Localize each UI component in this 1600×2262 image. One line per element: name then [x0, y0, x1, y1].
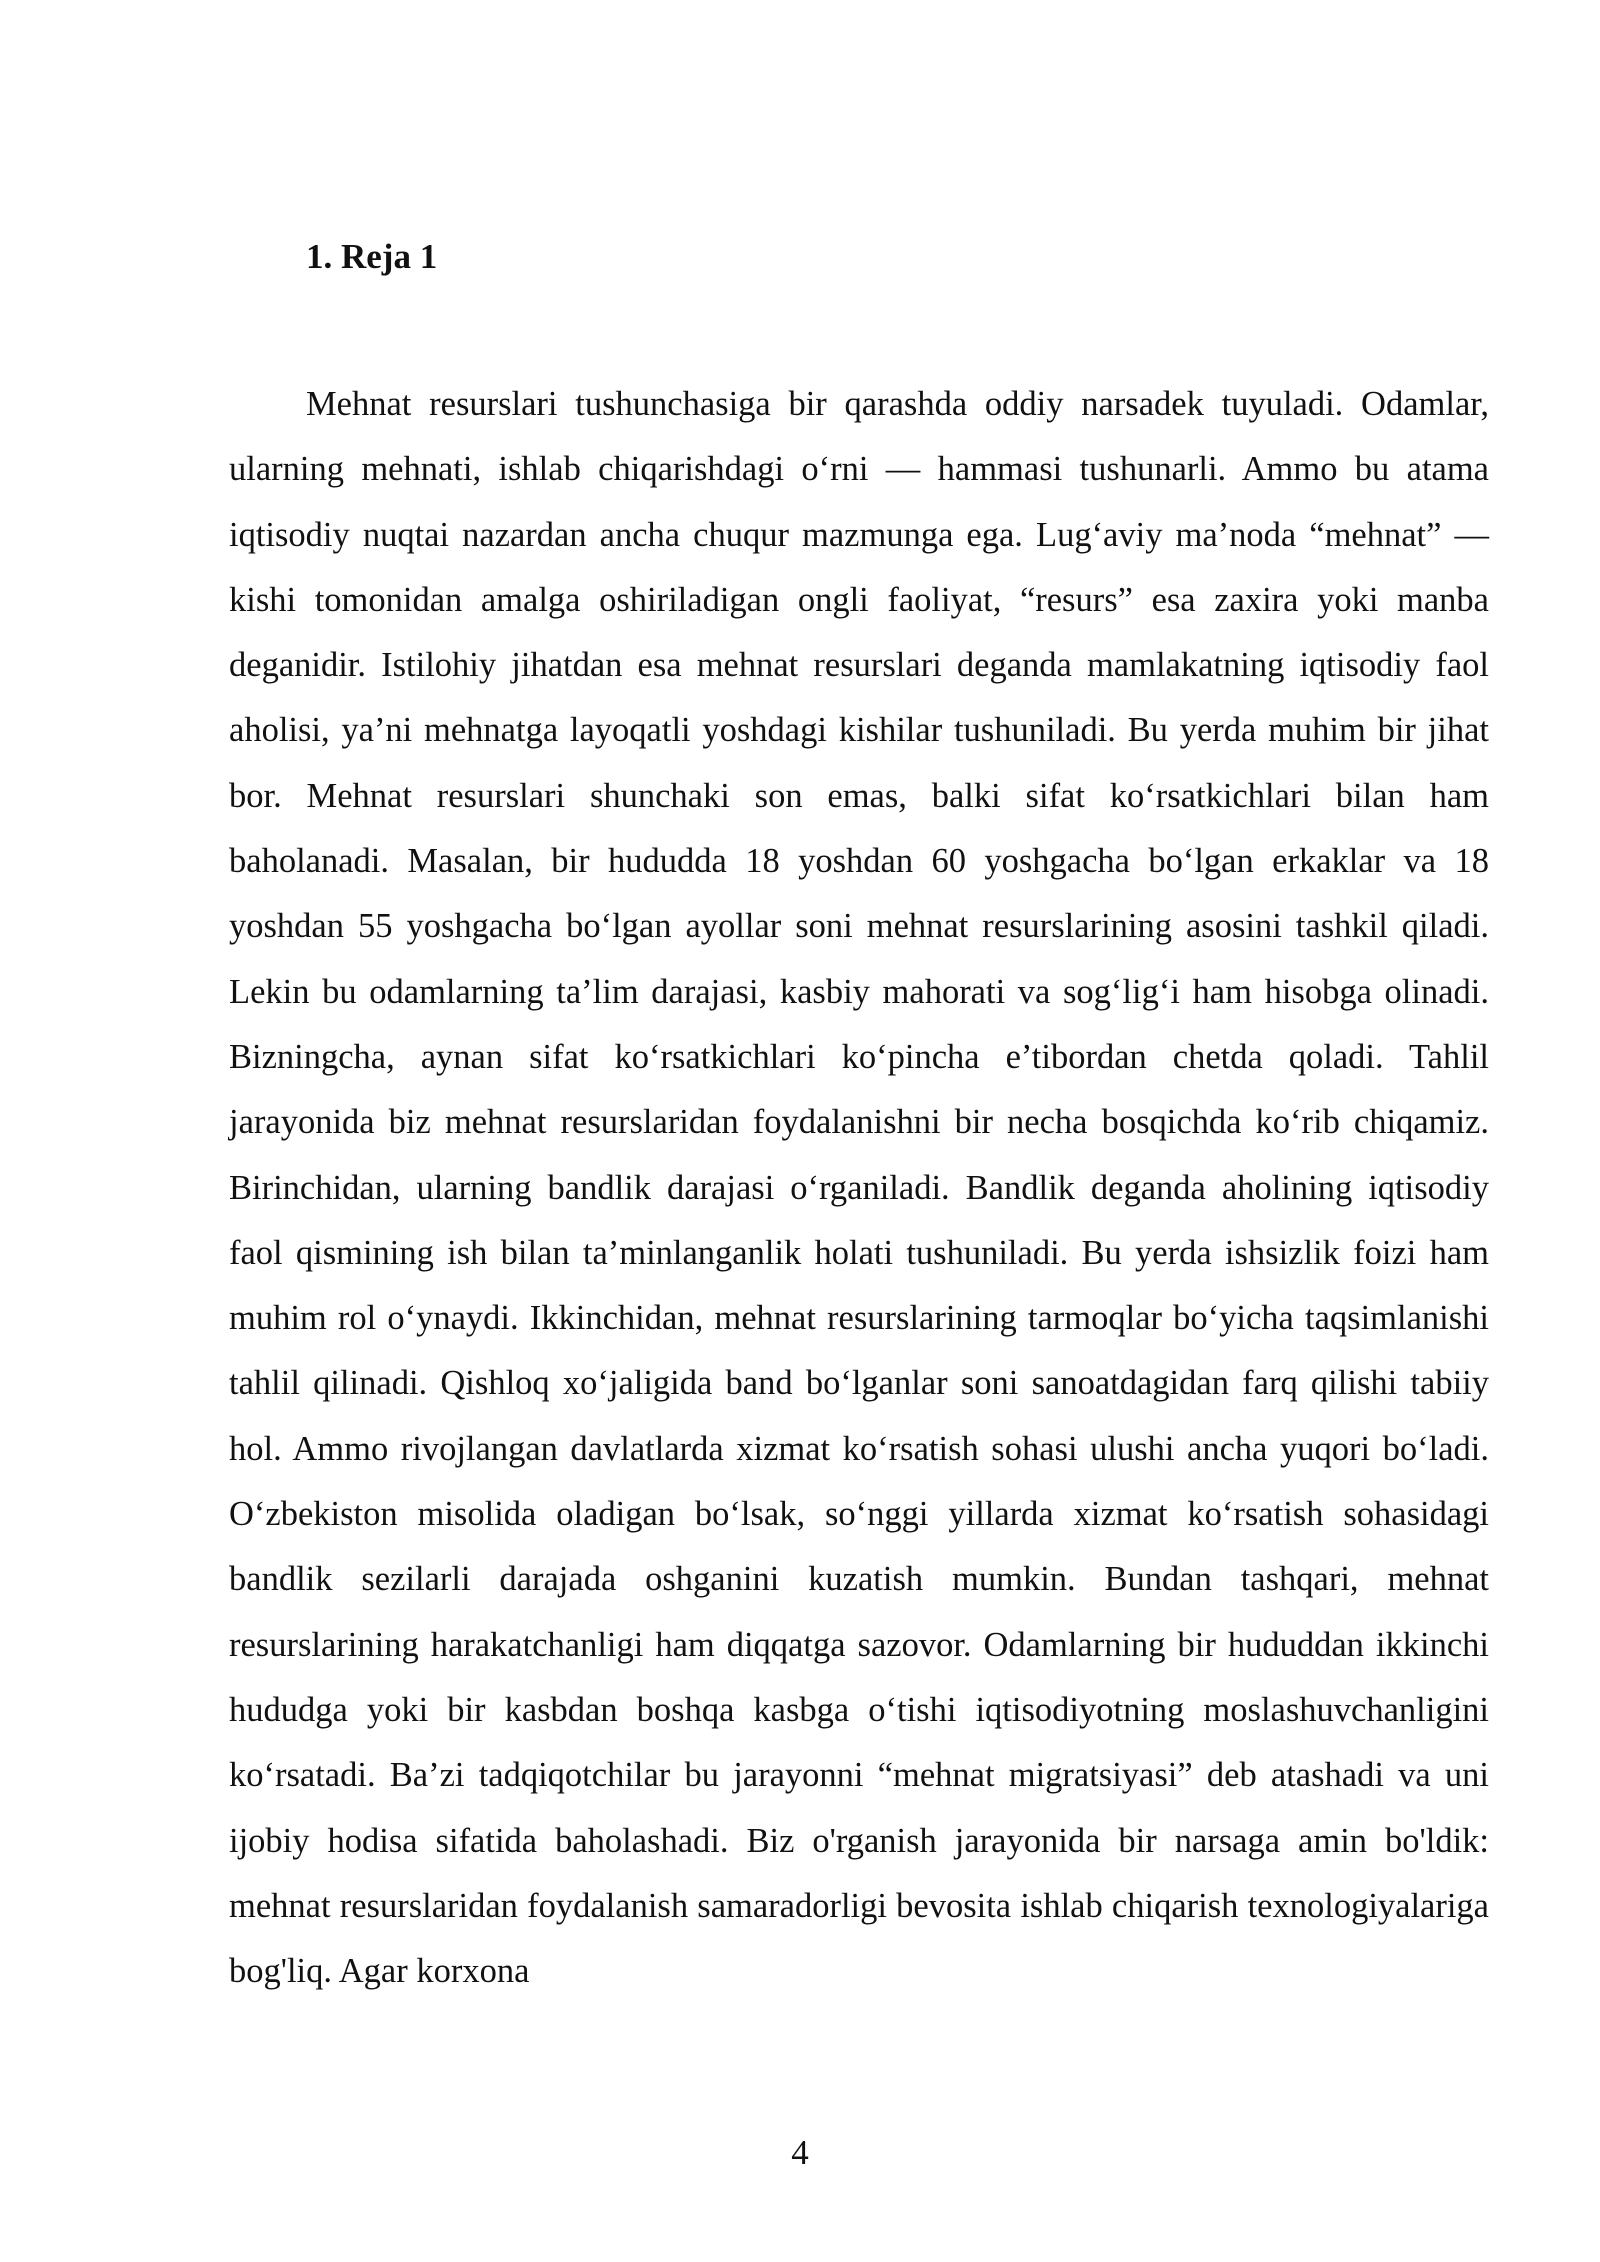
body-paragraph: Mehnat resurslari tushunchasiga bir qarashda oddiy narsadek tuyuladi. Odamlar, ularning mehnati, ishlab chiqarishdagi o‘rni — hammasi tushunarli. Ammo bu atama iqtisodiy nuqtai nazardan ancha chuqur mazmunga ega. Lug‘aviy ma’noda “mehnat” — kishi tomonidan amalga oshiriladigan ongli faoliyat, “resurs” esa zaxira yoki manba deganidir. Istilohiy jihatdan esa mehnat resurslari deganda mamlakatning iqtisodiy faol aholisi, ya’ni mehnatga layoqatli yoshdagi kishilar tushuniladi. Bu yerda muhim bir jihat bor. Mehnat resurslari shunchaki son emas, balki sifat ko‘rsatkichlari bilan ham baholanadi. Masalan, bir hududda 18 yoshdan 60 yoshgacha bo‘lgan erkaklar va 18 yoshdan 55 yoshgacha bo‘lgan ayollar soni mehnat resurslarining asosini tashkil qiladi. Lekin bu odamlarning ta’lim darajasi, kasbiy mahorati va sog‘lig‘i ham hisobga olinadi. Bizningcha, aynan sifat ko‘rsatkichlari ko‘pincha e’tibordan chetda qoladi. Tahlil jarayonida biz mehnat resurslaridan foydalanishni bir necha bosqichda ko‘rib chiqamiz. Birinchidan, ularning bandlik darajasi o‘rganiladi. Bandlik deganda aholining iqtisodiy faol qismining ish bilan ta’minlanganlik holati tushuniladi. Bu yerda ishsizlik foizi ham muhim rol o‘ynaydi. Ikkinchidan, mehnat resurslarining tarmoqlar bo‘yicha taqsimlanishi tahlil qilinadi. Qishloq xo‘jaligida band bo‘lganlar soni sanoatdagidan farq qilishi tabiiy hol. Ammo rivojlangan davlatlarda xizmat ko‘rsatish sohasi ulushi ancha yuqori bo‘ladi. O‘zbekiston misolida oladigan bo‘lsak, so‘nggi yillarda xizmat ko‘rsatish sohasidagi bandlik sezilarli darajada oshganini kuzatish mumkin. Bundan tashqari, mehnat resurslarining harakatchanligi ham diqqatga sazovor. Odamlarning bir hududdan ikkinchi hududga yoki bir kasbdan boshqa kasbga o‘tishi iqtisodiyotning moslashuvchanligini ko‘rsatadi. Ba’zi tadqiqotchilar bu jarayonni “mehnat migratsiyasi” deb atashadi va uni ijobiy hodisa sifatida baholashadi. Biz o'rganish jarayonida bir narsaga amin bo'ldik: mehnat resurslaridan foydalanish samaradorligi bevosita ishlab chiqarish texnologiyalariga bog'liq. Agar korxona — [229, 385, 1489, 1991]
page-number: 4 — [791, 2133, 809, 2172]
section-heading: 1. Reja 1 — [306, 237, 438, 276]
